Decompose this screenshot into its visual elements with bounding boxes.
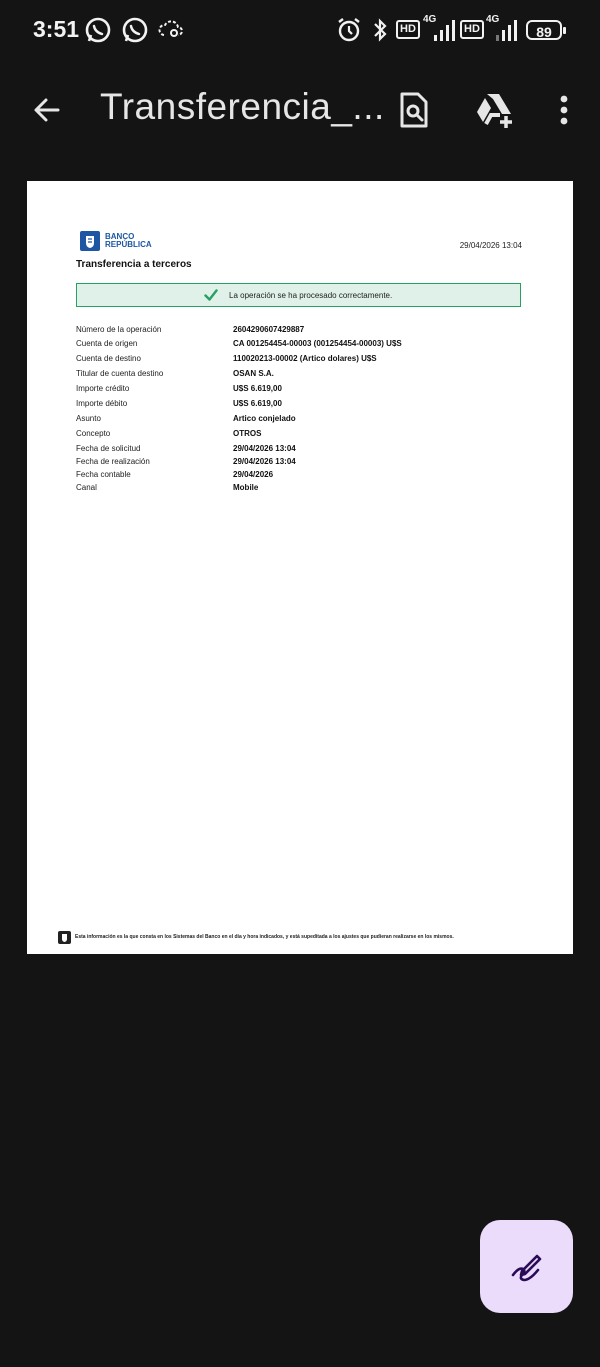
detail-label: Cuenta de destino — [76, 354, 141, 363]
detail-value: Artico conjelado — [233, 414, 296, 423]
detail-row — [76, 339, 536, 353]
document-title: Transferencia_... — [100, 86, 385, 127]
cloud-sync-icon — [158, 16, 184, 42]
edit-fab-button[interactable] — [480, 1220, 573, 1313]
hd-badge: HD — [396, 20, 420, 39]
detail-value: 29/04/2026 13:04 — [233, 444, 296, 453]
detail-value: OTROS — [233, 429, 262, 438]
app-bar — [0, 70, 600, 150]
check-icon — [204, 288, 218, 302]
drive-add-icon[interactable] — [472, 88, 516, 132]
bluetooth-icon — [372, 16, 388, 44]
detail-row — [76, 325, 536, 339]
detail-value: 110020213-00002 (Artico dolares) U$S — [233, 354, 377, 363]
detail-label: Fecha de realización — [76, 457, 150, 466]
success-message: La operación se ha procesado correctamente. — [229, 291, 393, 300]
whatsapp-icon — [121, 16, 149, 44]
detail-row — [76, 369, 536, 383]
battery-indicator: 89 — [526, 20, 562, 40]
document-footer-note: Esta información es la que consta en los Sistemas del Banco en el día y hora indicados, y está supeditada a los ajustes que pudieran realizarse en los mismos. — [75, 934, 454, 940]
more-vert-icon[interactable] — [542, 88, 586, 132]
detail-label: Fecha de solicitud — [76, 444, 141, 453]
network-type: 4G — [423, 14, 437, 25]
network-type-2: 4G — [486, 14, 500, 25]
detail-row — [76, 470, 536, 484]
document-date: 29/04/2026 13:04 — [459, 241, 522, 250]
detail-row — [76, 457, 536, 471]
whatsapp-icon — [84, 16, 112, 44]
detail-label: Asunto — [76, 414, 101, 423]
detail-row — [76, 429, 536, 443]
detail-value: U$S 6.619,00 — [233, 384, 282, 393]
document-page — [27, 181, 573, 954]
detail-value: CA 001254454-00003 (001254454-00003) U$S — [233, 339, 402, 348]
detail-row — [76, 483, 536, 497]
detail-label: Canal — [76, 483, 97, 492]
detail-label: Número de la operación — [76, 325, 162, 334]
detail-value: 29/04/2026 — [233, 470, 274, 479]
detail-value: 29/04/2026 13:04 — [233, 457, 296, 466]
detail-label: Importe débito — [76, 399, 128, 408]
signal-icon — [494, 16, 520, 44]
detail-label: Importe crédito — [76, 384, 130, 393]
detail-value: OSAN S.A. — [233, 369, 274, 378]
detail-value: Mobile — [233, 483, 259, 492]
detail-value: U$S 6.619,00 — [233, 399, 282, 408]
detail-row — [76, 399, 536, 413]
detail-label: Titular de cuenta destino — [76, 369, 164, 378]
detail-label: Concepto — [76, 429, 111, 438]
document-heading: Transferencia a terceros — [76, 259, 192, 270]
detail-row — [76, 354, 536, 368]
alarm-icon — [336, 16, 362, 44]
detail-value: 2604290607429887 — [233, 325, 305, 334]
search-document-icon[interactable] — [392, 88, 436, 132]
detail-row — [76, 384, 536, 398]
bank-name: BANCO REPÚBLICA — [105, 232, 152, 249]
status-bar — [0, 0, 600, 62]
detail-label: Cuenta de origen — [76, 339, 138, 348]
detail-row — [76, 444, 536, 458]
signal-icon — [432, 16, 458, 44]
status-time: 3:51 — [33, 16, 80, 42]
bank-footer-logo-icon — [58, 931, 71, 944]
success-banner — [76, 283, 521, 307]
edit-pen-icon — [508, 1248, 545, 1285]
detail-label: Fecha contable — [76, 470, 131, 479]
detail-row — [76, 414, 536, 428]
bank-logo-icon — [80, 231, 100, 251]
hd-badge-2: HD — [460, 20, 484, 39]
back-arrow-icon[interactable] — [28, 90, 68, 130]
